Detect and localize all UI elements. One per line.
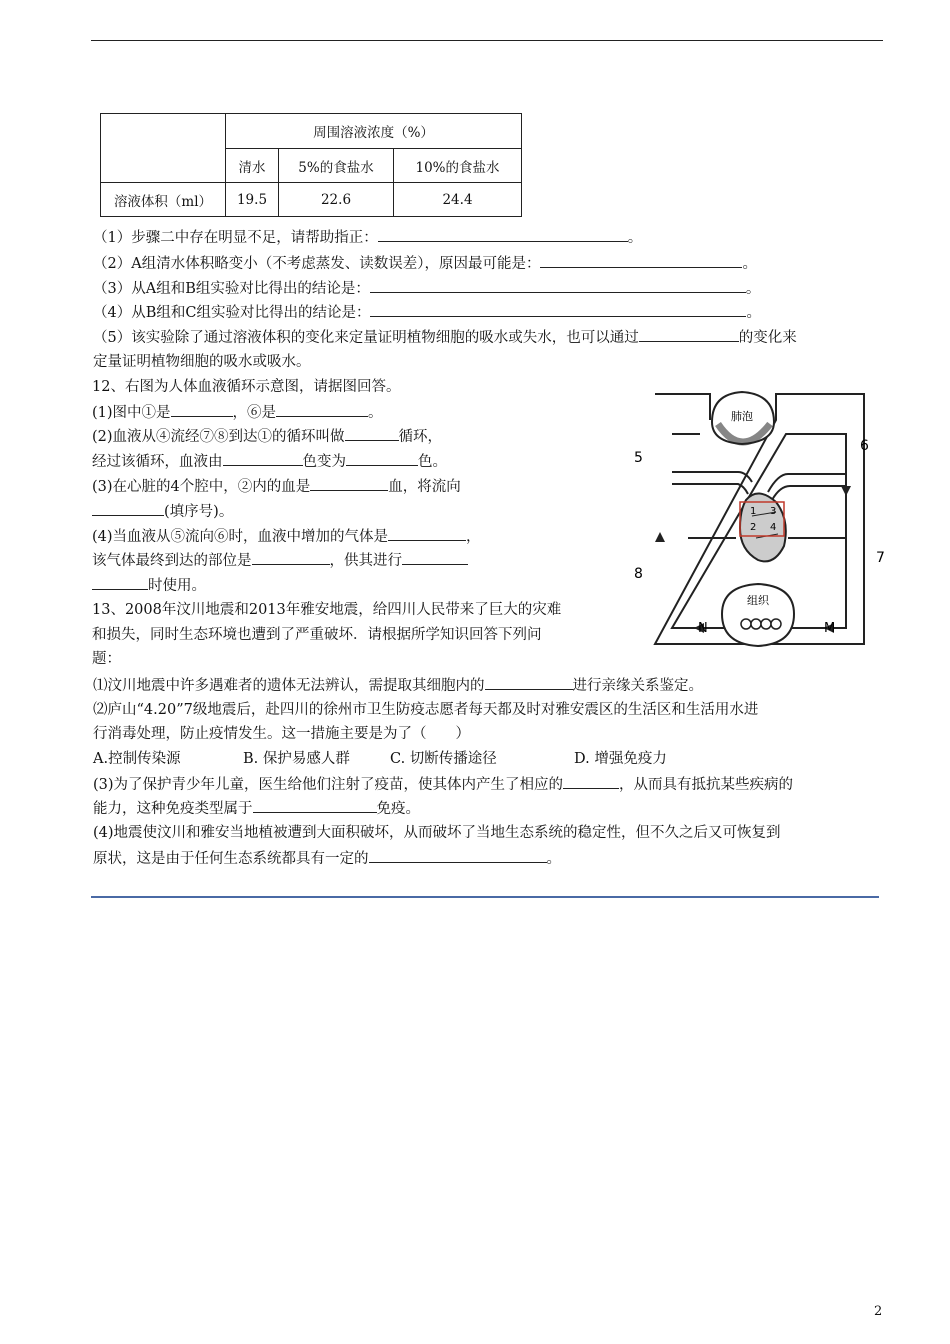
q13-item-4-line2 — [93, 848, 561, 869]
q13-item-3-mid: ，从而具有抵抗某些疾病的 — [619, 777, 794, 793]
q12-item-4-text3: ，供其进行 — [329, 553, 402, 569]
answer-blank[interactable] — [310, 476, 388, 491]
table-col-header: 10%的食盐水 — [394, 149, 522, 183]
q12-item-3 — [92, 476, 461, 497]
q12-item-4-mid: ， — [466, 529, 481, 545]
q13-item-4: (4)地震使汶川和雅安当地植被遭到大面积破坏，从而破坏了当地生态系统的稳定性，但不久之后又可恢复到 — [93, 825, 781, 841]
table-corner-cell — [101, 114, 226, 183]
q13-intro-line2: 和损失，同时生态环境也遭到了严重破坏．请根据所学知识回答下列问 — [92, 627, 542, 643]
heart-chamber-4: 4 — [770, 522, 777, 533]
q11-item-1-end: 。 — [627, 230, 643, 246]
q12-item-2-line2 — [92, 451, 447, 472]
heart-chamber-1: 1 — [750, 506, 757, 517]
q13-item-4-end: 。 — [546, 851, 561, 867]
table-col-header: 清水 — [226, 149, 279, 183]
table-group-header: 周围溶液浓度（%） — [226, 114, 522, 149]
answer-blank[interactable] — [402, 550, 468, 565]
alveolus-label: 肺泡 — [731, 410, 753, 423]
table-cell: 19.5 — [226, 183, 279, 217]
option-b[interactable]: B. 保护易感人群 — [243, 751, 350, 767]
q11-item-1 — [93, 227, 642, 248]
q13-item-2-line2: 行消毒处理，防止疫情发生。这一措施主要是为了（ ） — [93, 726, 470, 742]
answer-blank[interactable] — [171, 402, 233, 417]
q11-item-3-text: （3）从A组和B组实验对比得出的结论是： — [93, 281, 370, 297]
q13-item-3-text: (3)为了保护青少年儿童，医生给他们注射了疫苗，使其体内产生了相应的 — [93, 777, 564, 793]
q12-item-3-end: (填序号)。 — [164, 504, 234, 520]
answer-blank[interactable] — [370, 302, 746, 317]
q11-item-1-text: （1）步骤二中存在明显不足，请帮助指正： — [93, 230, 378, 246]
answer-blank[interactable] — [388, 526, 466, 541]
q12-item-4 — [92, 526, 481, 547]
answer-blank[interactable] — [92, 501, 164, 516]
q13-item-3-line2 — [93, 798, 420, 819]
q13-item-1-end: 进行亲缘关系鉴定。 — [572, 678, 703, 694]
q12-item-2-mid: 循环， — [398, 429, 443, 445]
header-rule — [91, 40, 883, 41]
q13-item-3 — [93, 774, 793, 795]
q12-item-1-mid: ，⑥是 — [232, 405, 277, 421]
q13-item-2: ⑵庐山“4.20”7级地震后，赴四川的徐州市卫生防疫志愿者每天都及时对雅安震区的生活区和生活用水进 — [93, 702, 759, 718]
answer-blank[interactable] — [563, 774, 619, 789]
q12-item-4-text2: 该气体最终到达的部位是 — [92, 553, 252, 569]
answer-blank[interactable] — [345, 426, 399, 441]
q11-item-3-end: 。 — [745, 281, 761, 297]
q12-item-4-line2 — [92, 550, 468, 571]
label-n: N — [698, 621, 708, 636]
answer-blank[interactable] — [369, 848, 547, 863]
q12-item-2-text: (2)血液从④流经⑦⑧到达①的循环叫做 — [92, 429, 345, 445]
label-7: 7 — [876, 550, 885, 566]
q11-item-4 — [93, 302, 761, 323]
q12-item-3-mid: 血，将流向 — [388, 479, 461, 495]
q11-item-4-end: 。 — [746, 305, 761, 321]
q11-item-4-text: （4）从B组和C组实验对比得出的结论是： — [93, 305, 371, 321]
q13-intro-line3: 题： — [92, 651, 121, 667]
q12-item-1 — [92, 402, 383, 423]
label-8: 8 — [634, 566, 643, 582]
q13-options — [93, 749, 667, 769]
q11-item-3 — [93, 278, 760, 299]
answer-blank[interactable] — [346, 451, 418, 466]
q12-item-2-text2: 经过该循环，血液由 — [92, 454, 223, 470]
answer-blank[interactable] — [370, 278, 746, 293]
tissue-label: 组织 — [747, 594, 769, 607]
q12-item-4-line3 — [92, 575, 206, 596]
q11-item-5-text: （5）该实验除了通过溶液体积的变化来定量证明植物细胞的吸水或失水，也可以通过 — [93, 330, 639, 346]
answer-blank[interactable] — [253, 798, 377, 813]
q12-item-3-text: (3)在心脏的4个腔中，②内的血是 — [92, 479, 311, 495]
option-d[interactable]: D. 增强免疫力 — [574, 751, 667, 767]
concentration-table — [100, 113, 522, 217]
q13-item-3-text2: 能力，这种免疫类型属于 — [93, 801, 253, 817]
q13-item-1-text: ⑴汶川地震中许多遇难者的遗体无法辨认，需提取其细胞内的 — [93, 678, 485, 694]
q11-item-2-end: 。 — [742, 256, 757, 272]
answer-blank[interactable] — [485, 675, 573, 690]
q11-item-5-tail: 的变化来 — [738, 330, 797, 346]
table-col-header: 5%的食盐水 — [279, 149, 394, 183]
table-cell: 24.4 — [394, 183, 522, 217]
answer-blank[interactable] — [378, 227, 628, 242]
q12-intro: 12、右图为人体血液循环示意图，请据图回答。 — [92, 379, 401, 395]
heart-chamber-2: 2 — [750, 522, 757, 533]
label-6: 6 — [860, 438, 869, 454]
q12-item-4-end: 时使用。 — [148, 578, 206, 594]
q11-item-2-text: （2）A组清水体积略变小（不考虑蒸发、读数误差），原因最可能是： — [93, 256, 541, 272]
q12-item-2-end: 色。 — [418, 454, 447, 470]
q12-item-3-line2 — [92, 501, 233, 522]
table-cell: 22.6 — [279, 183, 394, 217]
q13-intro-line1: 13、2008年汶川地震和2013年雅安地震，给四川人民带来了巨大的灾难 — [92, 602, 562, 618]
page-number: 2 — [874, 1304, 883, 1319]
answer-blank[interactable] — [639, 327, 739, 342]
answer-blank[interactable] — [540, 253, 742, 268]
heart-chamber-3: 3 — [770, 506, 777, 517]
q11-item-5 — [93, 327, 797, 348]
q12-item-1-end: 。 — [368, 405, 383, 421]
q12-item-2-text3: 色变为 — [302, 454, 346, 470]
q11-item-5-line2: 定量证明植物细胞的吸水或吸水。 — [93, 354, 311, 370]
q11-item-2 — [93, 253, 757, 274]
q12-item-4-text: (4)当血液从⑤流向⑥时，血液中增加的气体是 — [92, 529, 389, 545]
answer-blank[interactable] — [252, 550, 330, 565]
blood-circulation-diagram — [628, 378, 890, 668]
table-row-label: 溶液体积（ml） — [101, 183, 226, 217]
label-5: 5 — [634, 450, 643, 466]
answer-blank[interactable] — [92, 575, 148, 590]
q12-item-1-text: (1)图中①是 — [92, 405, 171, 421]
answer-blank[interactable] — [223, 451, 303, 466]
label-m: M — [824, 621, 836, 636]
answer-blank[interactable] — [276, 402, 368, 417]
q12-item-2 — [92, 426, 442, 447]
heart-icon — [740, 493, 786, 561]
option-a[interactable]: A.控制传染源 — [93, 751, 181, 767]
q13-item-3-end: 免疫。 — [376, 801, 420, 817]
q13-item-1 — [93, 675, 703, 696]
section-divider — [91, 896, 879, 898]
q13-item-4-text2: 原状，这是由于任何生态系统都具有一定的 — [93, 851, 369, 867]
option-c[interactable]: C. 切断传播途径 — [390, 751, 497, 767]
